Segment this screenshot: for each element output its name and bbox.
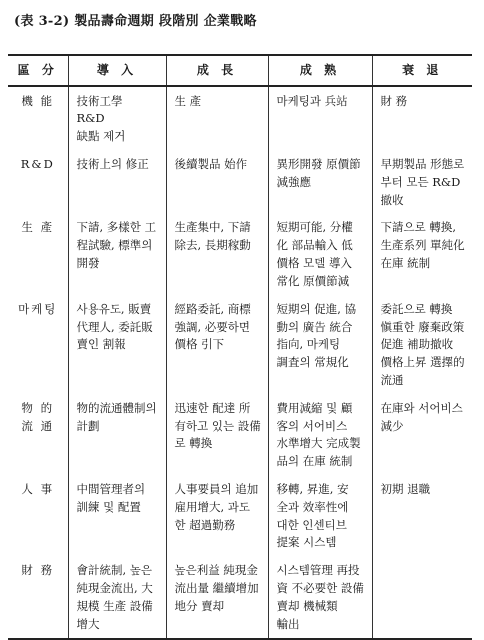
row-label: 生 產 [8, 213, 68, 294]
column-header: 成 熟 [268, 55, 372, 86]
row-label: 마케팅 [8, 295, 68, 394]
table-cell: 早期製品 形態로 부터 모든 R&D 撤收 [372, 150, 472, 213]
table-cell: 移轉, 昇進, 安 全과 效率性에 대한 인센티브 提案 시스템 [268, 475, 372, 556]
table-cell: 中間管理者의 訓練 및 配置 [68, 475, 166, 556]
table-cell: 技術工學 R&D 缺點 제거 [68, 86, 166, 150]
column-header: 衰 退 [372, 55, 472, 86]
row-label: 物 的 流 通 [8, 394, 68, 475]
row-label: 人 事 [8, 475, 68, 556]
table-cell: 會計統制, 높은 純現金流出, 大 規模 生產 設備 增大 [68, 556, 166, 638]
header-row [8, 55, 472, 86]
column-header: 導 入 [68, 55, 166, 86]
row-label: R&D [8, 150, 68, 213]
strategy-table [8, 54, 472, 640]
table-cell: 財 務 [372, 86, 472, 150]
table-row [8, 394, 472, 475]
column-header: 區 分 [8, 55, 68, 86]
table-cell: 마케팅과 兵站 [268, 86, 372, 150]
row-label: 機 能 [8, 86, 68, 150]
table-cell: 異形開發 原價節 減強應 [268, 150, 372, 213]
row-label: 財 務 [8, 556, 68, 638]
table-cell: 사용유도, 販賣 代理人, 委託販 賣인 割報 [68, 295, 166, 394]
table-row [8, 475, 472, 556]
table-row [8, 295, 472, 394]
table-cell: 下請으로 轉換, 生產系列 單純化 在庫 統制 [372, 213, 472, 294]
table-cell: 後續製品 始作 [166, 150, 268, 213]
table-cell: 經路委託, 商標 強調, 必要하면 價格 引下 [166, 295, 268, 394]
table-cell [372, 556, 472, 638]
table-cell: 시스템管理 再投 資 不必要한 設備 賣却 機械類 輸出 [268, 556, 372, 638]
table-row [8, 556, 472, 638]
table-cell: 生 產 [166, 86, 268, 150]
table-cell: 物的流通體制의 計劃 [68, 394, 166, 475]
table-row [8, 213, 472, 294]
table-cell: 生產集中, 下請 除去, 長期稼動 [166, 213, 268, 294]
table-cell: 短期의 促進, 協 動의 廣告 統合 指向, 마케팅 調査의 常規化 [268, 295, 372, 394]
column-header: 成 長 [166, 55, 268, 86]
table-cell: 下請, 多樣한 工 程試驗, 標準의 開發 [68, 213, 166, 294]
table-row [8, 86, 472, 150]
table-cell: 短期可能, 分權 化 部品輸入 低 價格 모델 導入 常化 原價節減 [268, 213, 372, 294]
table-cell: 技術上의 修正 [68, 150, 166, 213]
table-cell: 在庫와 서어비스 減少 [372, 394, 472, 475]
table-cell: 迅速한 配達 所 有하고 있는 設備 로 轉換 [166, 394, 268, 475]
table-cell: 委託으로 轉換 愼重한 廢棄政策 促進 補助撤收 價格上昇 選擇的 流通 [372, 295, 472, 394]
table-cell: 人事要員의 追加 雇用增大, 과도 한 超過勤務 [166, 475, 268, 556]
table-cell: 費用減縮 및 顧 客의 서어비스 水準增大 完成製 品의 在庫 統制 [268, 394, 372, 475]
table-caption: (表 3-2) 製品壽命週期 段階別 企業戰略 [14, 14, 257, 29]
table-cell: 初期 退職 [372, 475, 472, 556]
table-row [8, 150, 472, 213]
table-cell: 높은利益 純現金 流出量 繼續增加 地分 賣却 [166, 556, 268, 638]
